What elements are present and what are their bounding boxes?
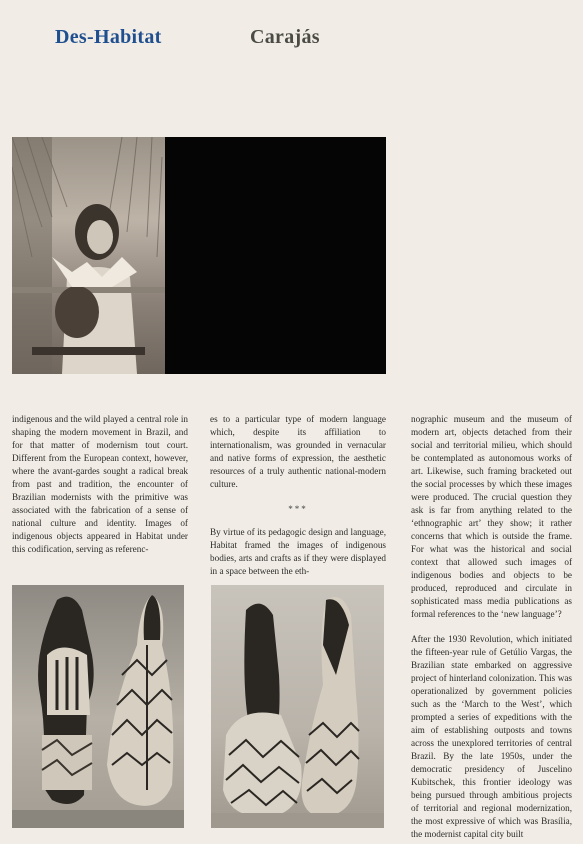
text-column-1 — [12, 413, 188, 556]
photo-indigenous-objects-1 — [12, 585, 184, 828]
text-column-2 — [210, 413, 386, 578]
paragraph: es to a particular type of modern language which, despite its affiliation to internationalism, was grounded in vernacular and native forms of expression, the aesthetic resources of a truly authentic national-modern culture. — [210, 414, 386, 489]
text-column-3 — [411, 413, 572, 841]
paragraph: indigenous and the wild played a central role in shaping the modern movement in Brazil, and for that matter of modernism tout court. Different from the European context, however, where the avant-gardes sought a radical break from past and tradition, the encounter of Brazilian modernists with the primitive was associated with the fabrication of a sense of national culture and identity. Images of indigenous objects appeared in Habitat under this codification, serving as referenc- — [12, 414, 188, 554]
paragraph: nographic museum and the museum of modern art, objects detached from their social and territorial milieu, which should be contemplated as autonomous works of art. Likewise, such framing bracketed out the social processes by which these images were produced. The crucial question they ask is far from anything related to the ‘ethnographic art’ they show; it rather concerns that which is outside the frame. For what was the historical and social context that allowed such images of indigenous bodies and objects to be produced, reproduced and circulate in sophisticated mass media publications as formal references to the ‘new language’? — [411, 414, 572, 619]
page-header — [0, 26, 583, 56]
redacted-black-panel — [165, 137, 386, 374]
paragraph: By virtue of its pedagogic design and language, Habitat framed the images of indigenous bodies, arts and crafts as if they were displayed in a space between the eth- — [210, 527, 386, 576]
photo-indigenous-objects-2 — [211, 585, 384, 828]
right-title: Carajás — [250, 26, 320, 48]
paragraph: After the 1930 Revolution, which initiated the fifteen-year rule of Getúlio Vargas, the Brazilian state embarked on aggressive project of hinterland colonization. This was operationalized by government policies such as the ‘March to the West’, which prompted a series of expeditions with the aim of establishing outposts and towns across the unexplored territories of central Brazil. By the late 1950s, under the democratic presidency of Juscelino Kubitschek, this frontier ideology was being pursued through ambitious projects of territorial and regional modernization, the most expressive of which was Brasília, the modernist capital city built — [411, 634, 572, 839]
photo-woman-with-objects — [12, 137, 165, 374]
section-separator: *** — [288, 504, 308, 514]
left-title: Des-Habitat — [55, 26, 162, 48]
